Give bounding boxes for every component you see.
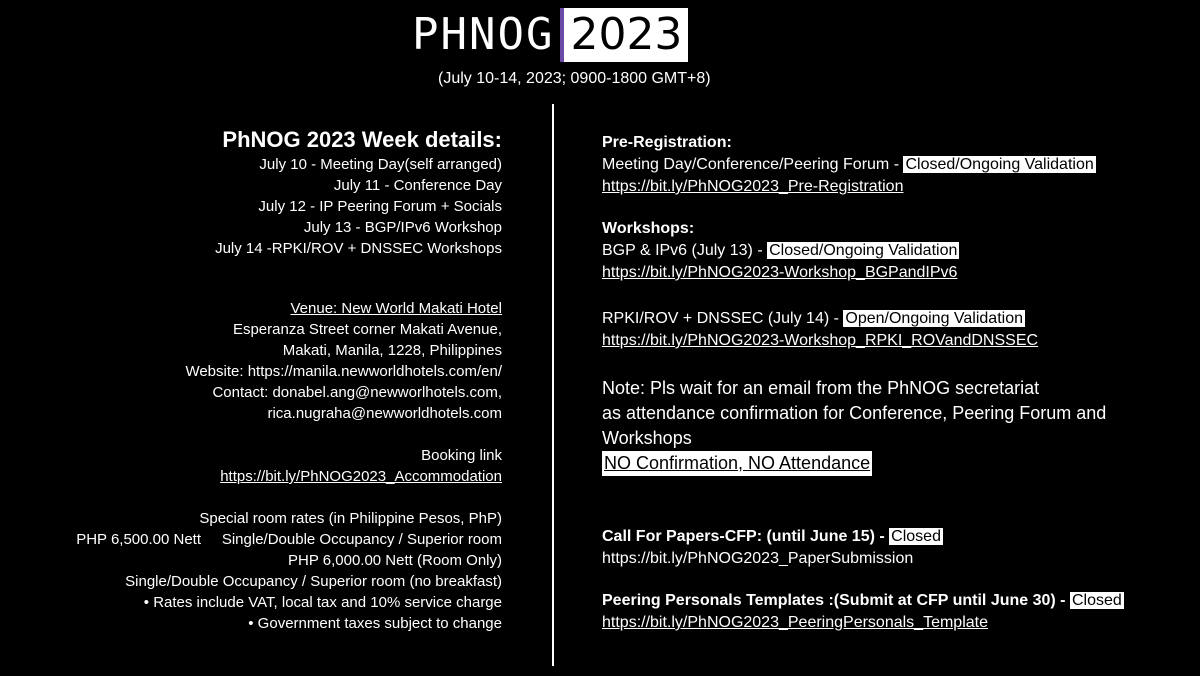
note-emphasis: NO Confirmation, NO Attendance <box>602 451 872 476</box>
week-item: July 12 - IP Peering Forum + Socials <box>258 198 502 215</box>
right-column <box>602 132 1182 634</box>
workshops-title: Workshops: <box>602 220 695 237</box>
ws2-line <box>602 308 1182 330</box>
ws1-text: BGP & IPv6 (July 13) - <box>602 242 768 259</box>
rates-line: PHP 6,500.00 Nett Single/Double Occupancy / Superior room <box>76 531 502 548</box>
venue-line: Esperanza Street corner Makati Avenue, <box>232 321 502 338</box>
logo-year: 2023 <box>560 8 688 62</box>
rates-line: Single/Double Occupancy / Superior room (no breakfast) <box>125 573 502 590</box>
week-item: July 11 - Conference Day <box>333 177 502 194</box>
rates-line: PHP 6,000.00 Nett (Room Only) <box>288 552 502 569</box>
pp-status-badge: Closed <box>1071 592 1122 609</box>
note-line: Workshops <box>602 428 692 448</box>
cfp-status-badge: Closed <box>891 528 941 545</box>
pp-line <box>602 590 1182 612</box>
booking-label: Booking link <box>421 447 502 464</box>
week-item: July 10 - Meeting Day(self arranged) <box>259 156 502 173</box>
booking-link[interactable]: https://bit.ly/PhNOG2023_Accommodation <box>220 468 502 485</box>
prereg-line <box>602 154 1182 176</box>
note-line: Note: Pls wait for an email from the PhNOG secretariat <box>602 378 1040 398</box>
pp-title: Peering Personals Templates :(Submit at CFP until June 30) - <box>602 592 1070 609</box>
ws1-line <box>602 240 1182 262</box>
ws2-status-badge: Open/Ongoing Validation <box>845 310 1023 327</box>
cfp-title: Call For Papers-CFP: (until June 15) - <box>602 528 890 545</box>
column-divider <box>552 104 554 666</box>
cfp-link[interactable]: https://bit.ly/PhNOG2023_PaperSubmission <box>602 550 914 567</box>
prereg-status-badge: Closed/Ongoing Validation <box>905 156 1094 173</box>
rates-bullet: • Government taxes subject to change <box>248 615 502 632</box>
logo-text: PHNOG <box>412 9 555 60</box>
ws1-status-badge: Closed/Ongoing Validation <box>769 242 958 259</box>
ws1-link[interactable]: https://bit.ly/PhNOG2023-Workshop_BGPandIPv6 <box>602 264 958 281</box>
left-column <box>30 126 502 634</box>
cfp-line <box>602 526 1182 548</box>
week-item: July 14 -RPKI/ROV + DNSSEC Workshops <box>215 240 502 257</box>
event-dates: (July 10-14, 2023; 0900-1800 GMT+8) <box>438 70 711 87</box>
week-item: July 13 - BGP/IPv6 Workshop <box>303 219 502 236</box>
week-details-title: PhNOG 2023 Week details: <box>222 127 502 152</box>
venue-website: Website: https://manila.newworldhotels.com/en/ <box>185 363 502 380</box>
venue-contact: Contact: donabel.ang@newworlhotels.com, <box>212 384 502 401</box>
ws2-text: RPKI/ROV + DNSSEC (July 14) - <box>602 310 844 327</box>
prereg-link[interactable]: https://bit.ly/PhNOG2023_Pre-Registration <box>602 178 904 195</box>
venue-title: Venue: New World Makati Hotel <box>290 300 502 317</box>
prereg-text: Meeting Day/Conference/Peering Forum - <box>602 156 904 173</box>
note-line: as attendance confirmation for Conference, Peering Forum and <box>602 403 1107 423</box>
prereg-title: Pre-Registration: <box>602 134 732 151</box>
ws2-link[interactable]: https://bit.ly/PhNOG2023-Workshop_RPKI_ROVandDNSSEC <box>602 332 1039 349</box>
phnog-logo <box>412 8 688 62</box>
pp-link[interactable]: https://bit.ly/PhNOG2023_PeeringPersonals_Template <box>602 614 988 631</box>
rates-line: Special room rates (in Philippine Pesos, PhP) <box>199 510 502 527</box>
rates-bullet: • Rates include VAT, local tax and 10% service charge <box>143 594 502 611</box>
venue-line: Makati, Manila, 1228, Philippines <box>282 342 502 359</box>
venue-contact: rica.nugraha@newworldhotels.com <box>267 405 502 422</box>
